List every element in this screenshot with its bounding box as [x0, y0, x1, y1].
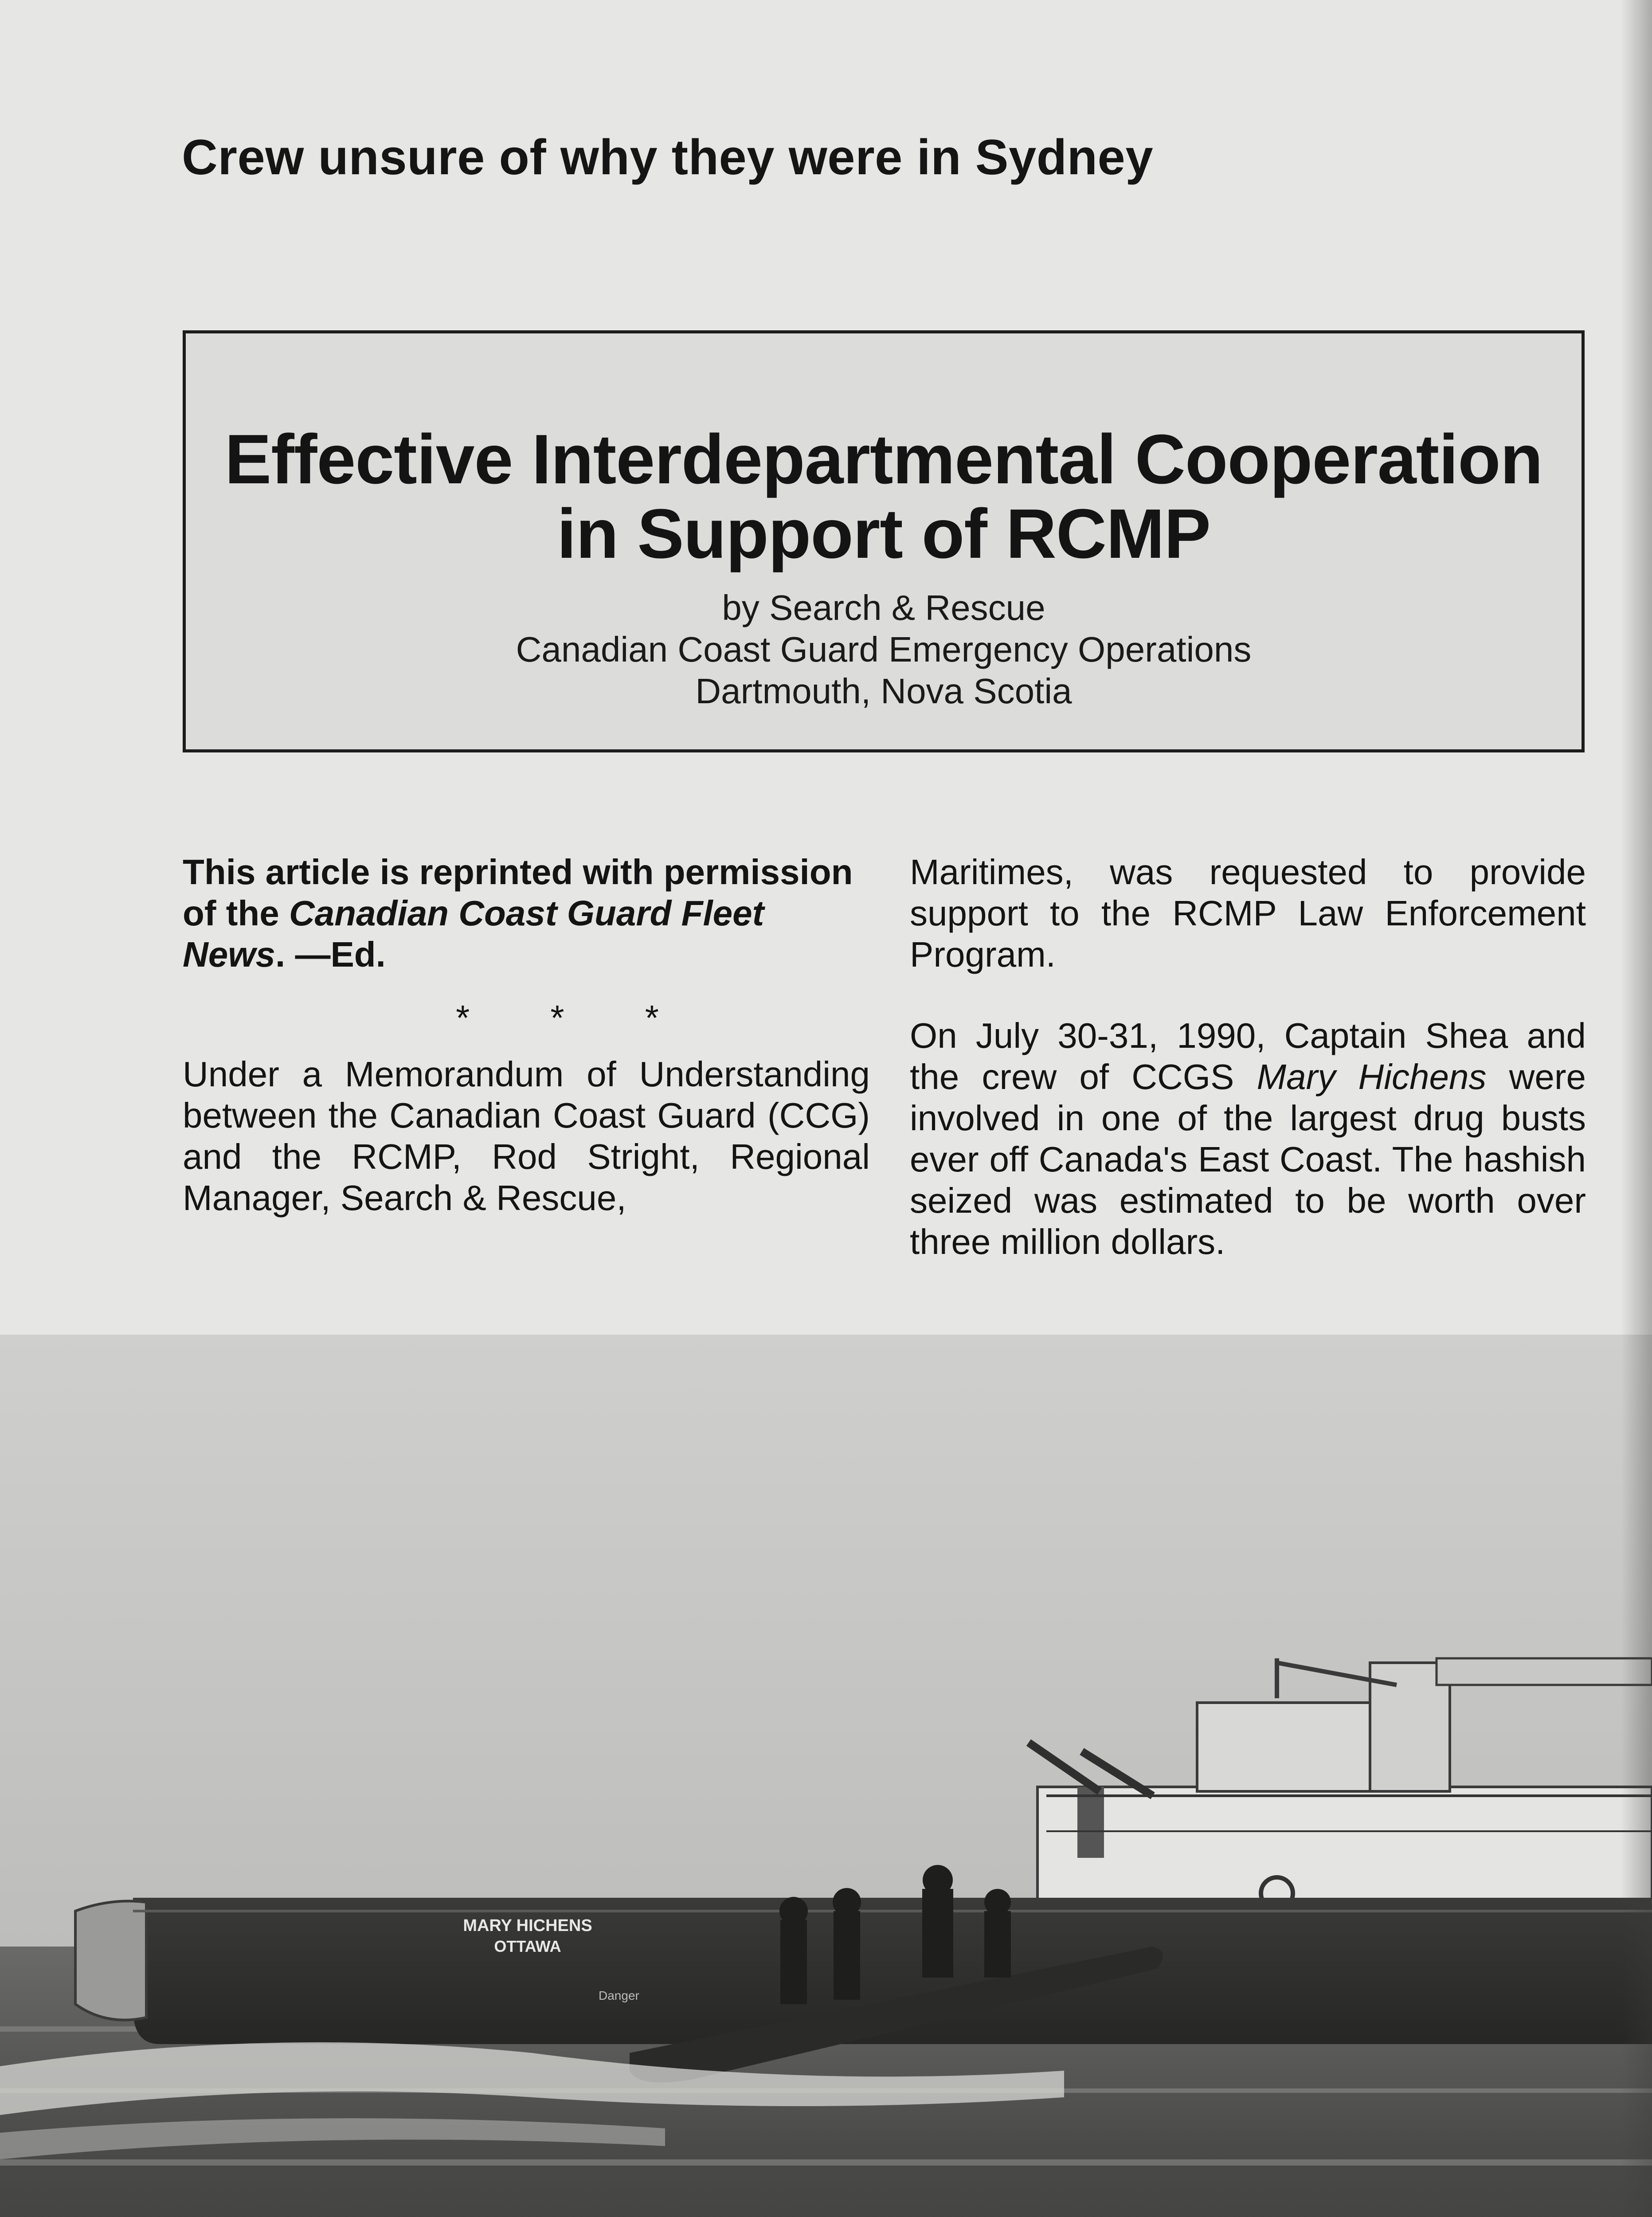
- byline-location: Dartmouth, Nova Scotia: [695, 671, 1072, 711]
- editor-note-publication: Canadian Coast Guard Fleet News: [183, 893, 764, 974]
- title-box: [183, 330, 1585, 752]
- hull-name: MARY HICHENS: [463, 1916, 592, 1935]
- page-edge-shadow: [1621, 0, 1652, 2217]
- editor-note: [183, 851, 870, 975]
- byline: [186, 587, 1582, 712]
- kicker-headline: Crew unsure of why they were in Sydney: [182, 129, 1154, 185]
- article-column-left: [183, 851, 870, 1218]
- paragraph-2-prefix: On July 30-31, 1990, Captain Shea and the crew of CCGS: [910, 1016, 1586, 1097]
- paragraph-1: Under a Memorandum of Understanding between the Canadian Coast Guard (CCG) and the RCMP, Rod Stright, Regional Manager, Search & Rescue,: [183, 1054, 870, 1218]
- editor-note-suffix: . —Ed.: [275, 935, 386, 974]
- ship-photo: [0, 1335, 1652, 2217]
- section-separator: * * *: [456, 998, 694, 1038]
- article-title-line-1: Effective Interdepartmental Cooperation: [224, 420, 1543, 498]
- article-title: [186, 422, 1582, 571]
- editor-note-prefix: This article is reprinted with permission of the: [183, 852, 853, 933]
- byline-organization: Canadian Coast Guard Emergency Operations: [516, 630, 1252, 669]
- vessel-name: Mary Hichens: [1257, 1057, 1487, 1097]
- byline-author: by Search & Rescue: [722, 588, 1045, 627]
- paragraph-2-suffix: were involved in one of the largest drug busts ever off Canada's East Coast. The hashish seized was estimated to be worth over three million dollars.: [910, 1057, 1586, 1261]
- hull-port: OTTAWA: [494, 1937, 561, 1955]
- paragraph-1-continued: Maritimes, was requested to provide support to the RCMP Law Enforcement Program.: [910, 852, 1586, 974]
- article-column-right: [910, 851, 1586, 1262]
- hull-warning: Danger: [599, 1989, 639, 2002]
- paragraph-2: [910, 1015, 1586, 1262]
- article-title-line-2: in Support of RCMP: [557, 495, 1210, 573]
